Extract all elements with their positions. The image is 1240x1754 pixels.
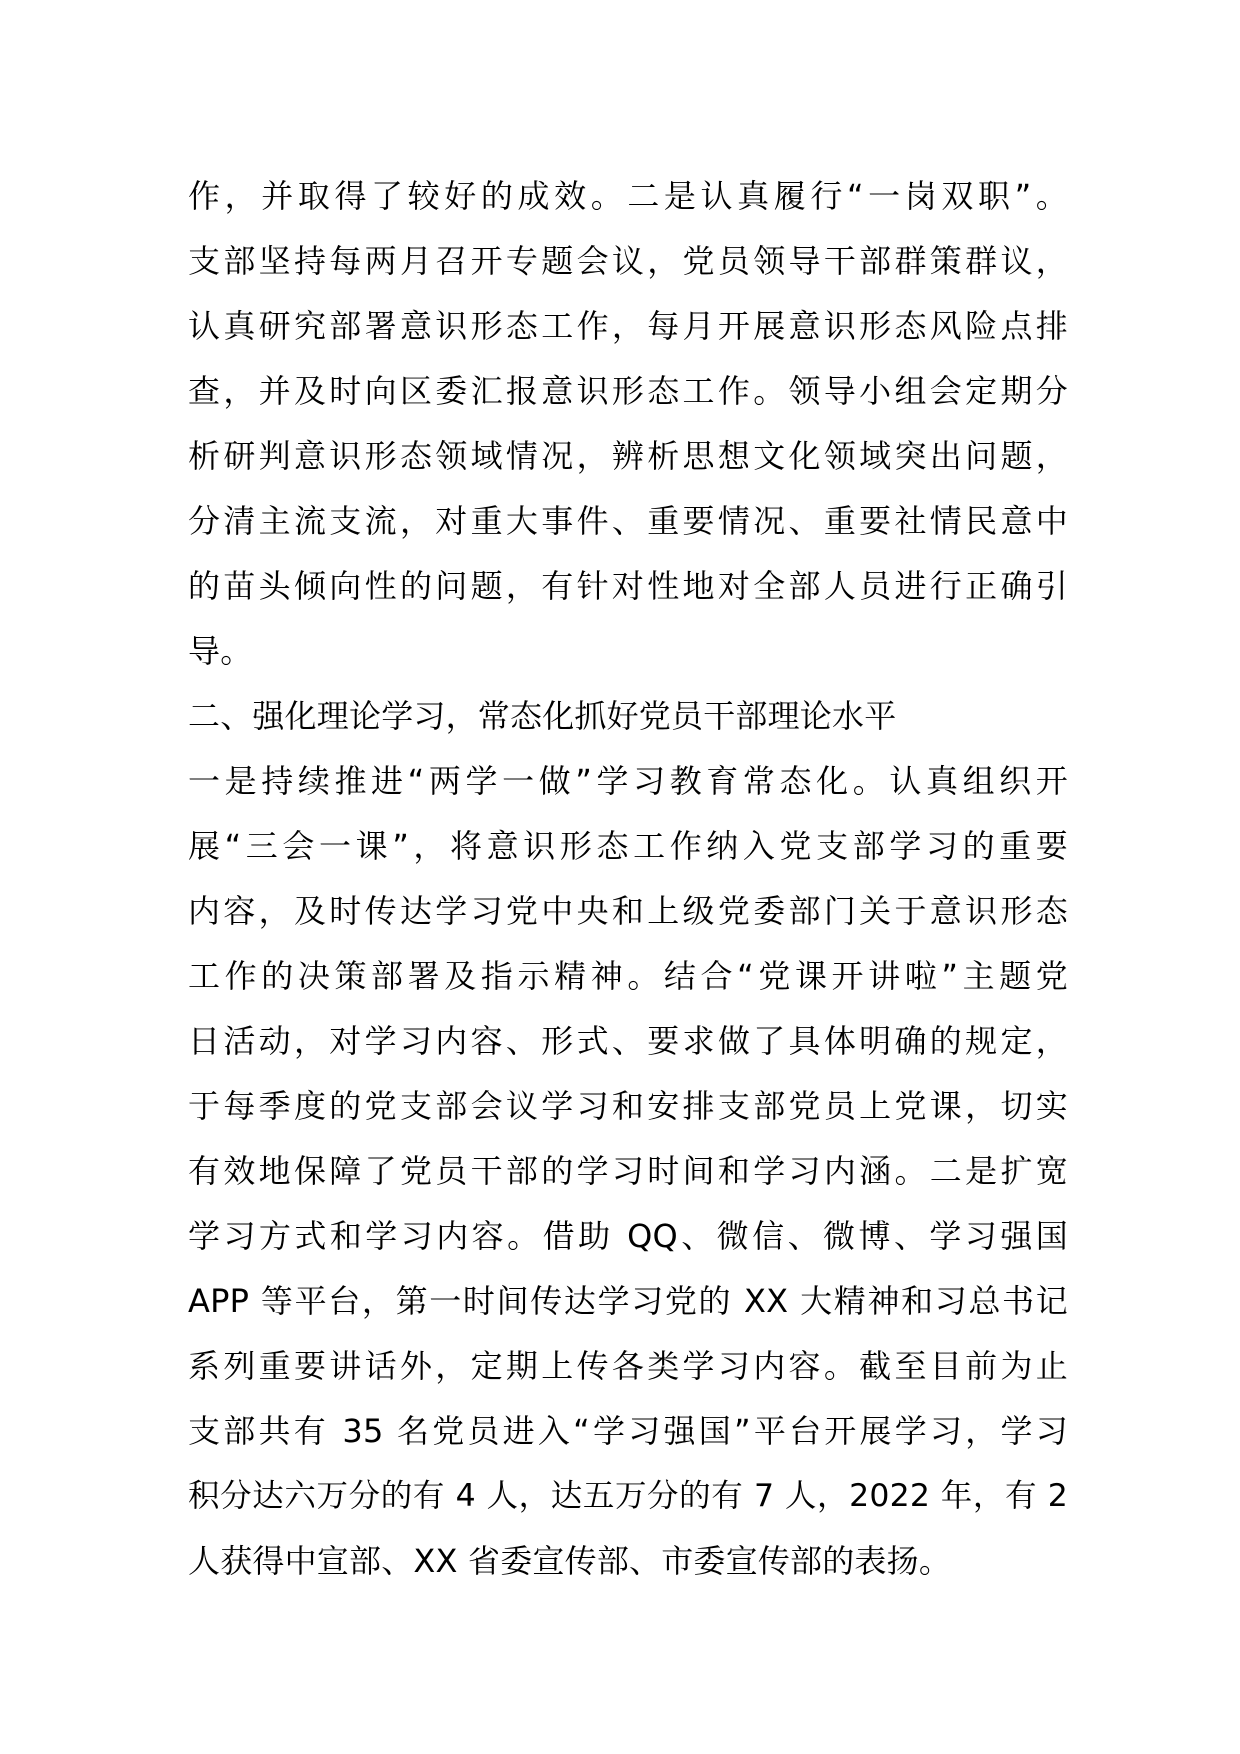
text-line: 一是持续推进“两学一做”学习教育常态化。认真组织开 xyxy=(188,762,1068,800)
text-line: 认真研究部署意识形态工作，每月开展意识形态风险点排 xyxy=(188,307,1068,345)
text-line: 析研判意识形态领域情况，辨析思想文化领域突出问题， xyxy=(188,437,1068,475)
text-line: 内容，及时传达学习党中央和上级党委部门关于意识形态 xyxy=(188,892,1068,930)
section-heading: 二、强化理论学习，常态化抓好党员干部理论水平 xyxy=(188,697,897,735)
text-line: 支部坚持每两月召开专题会议，党员领导干部群策群议， xyxy=(188,242,1068,280)
text-line: 分清主流支流，对重大事件、重要情况、重要社情民意中 xyxy=(188,502,1068,540)
text-line: 工作的决策部署及指示精神。结合“党课开讲啦”主题党 xyxy=(188,957,1068,995)
text-line: 展“三会一课”，将意识形态工作纳入党支部学习的重要 xyxy=(188,827,1068,865)
text-line: APP 等平台，第一时间传达学习党的 XX 大精神和习总书记 xyxy=(188,1282,1068,1320)
text-line: 积分达六万分的有 4 人，达五万分的有 7 人，2022 年，有 2 xyxy=(188,1478,1068,1514)
text-line: 学习方式和学习内容。借助 QQ、微信、微博、学习强国 xyxy=(188,1217,1068,1255)
text-line: 人获得中宣部、XX 省委宣传部、市委宣传部的表扬。 xyxy=(188,1542,952,1580)
text-line: 于每季度的党支部会议学习和安排支部党员上党课，切实 xyxy=(188,1087,1068,1125)
text-line: 支部共有 35 名党员进入“学习强国”平台开展学习，学习 xyxy=(188,1412,1068,1450)
text-line: 的苗头倾向性的问题，有针对性地对全部人员进行正确引 xyxy=(188,567,1068,605)
text-line: 查，并及时向区委汇报意识形态工作。领导小组会定期分 xyxy=(188,372,1068,410)
text-line: 有效地保障了党员干部的学习时间和学习内涵。二是扩宽 xyxy=(188,1152,1068,1190)
text-line: 导。 xyxy=(188,632,253,670)
text-line: 作，并取得了较好的成效。二是认真履行“一岗双职”。 xyxy=(188,177,1068,215)
text-line: 系列重要讲话外，定期上传各类学习内容。截至目前为止 xyxy=(188,1347,1068,1385)
text-line: 日活动，对学习内容、形式、要求做了具体明确的规定， xyxy=(188,1022,1068,1060)
body-text xyxy=(188,164,1068,1594)
